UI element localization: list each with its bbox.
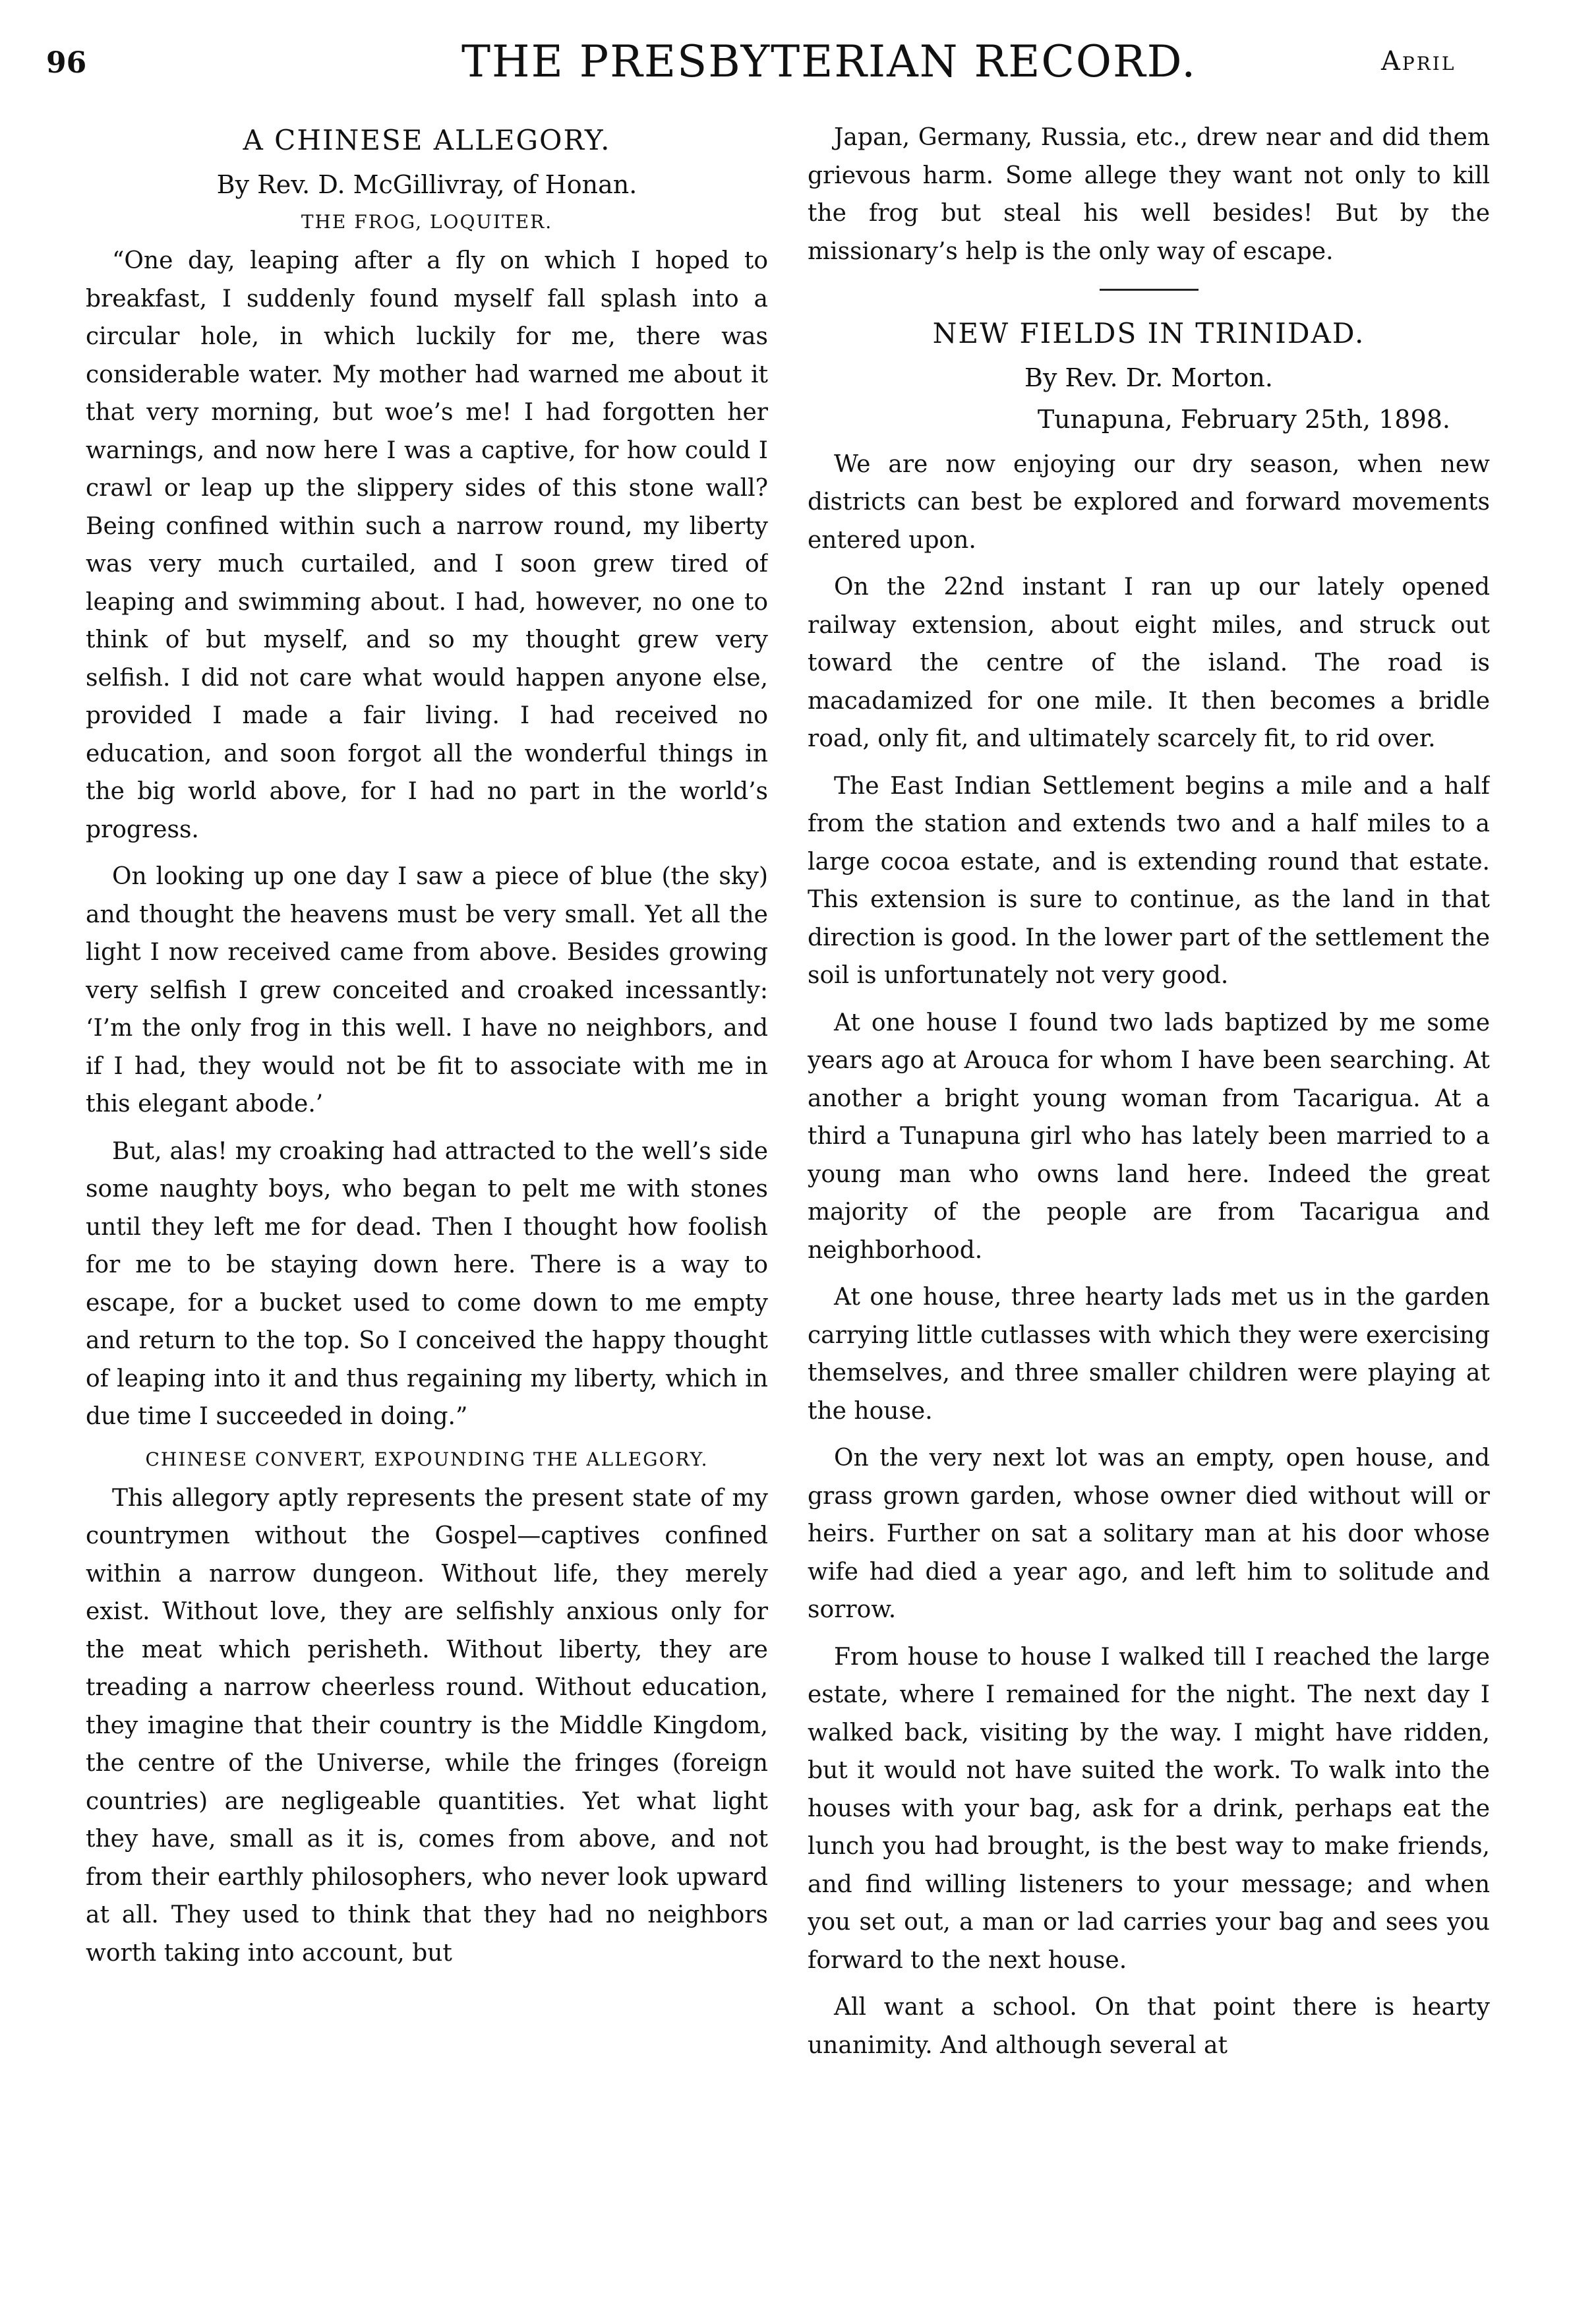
subhead-frog-loquiter: THE FROG, LOQUITER. [301, 211, 553, 233]
article-title-trinidad: NEW FIELDS IN TRINIDAD. [932, 317, 1365, 349]
paragraph: This allegory aptly represents the present state of my countrymen without the Gospel—captives confined within a narrow dungeon. Without life, they merely exist. Without love, they are selfishly anxious only for the meat which perisheth. Without liberty, they are treading a narrow cheerless round. Without education, they imagine that their country is the Middle Kingdom, the centre of the Universe, while the fringes (foreign countries) are negligeable quantities. Yet what light they have, small as it is, comes from above, and not from their earthly philosophers, who never look upward at all. They used to think that they had no neighbors worth taking into account, but [86, 1484, 768, 1967]
page-number: 96 [46, 46, 87, 80]
paragraph: At one house I found two lads baptized by me some years ago at Arouca for whom I have been searching. At another a bright young woman from Tacarigua. At a third a Tunapuna girl who has lately been married to a young man who owns land here. Indeed the great majority of the people are from Tacarigua and neighborhood. [808, 1009, 1490, 1264]
paragraph: All want a school. On that point there is hearty unanimity. And although several at [808, 1994, 1490, 2059]
dateline: Tunapuna, February 25th, 1898. [1037, 405, 1450, 434]
byline-morton: By Rev. Dr. Morton. [1024, 363, 1273, 392]
paragraph: “One day, leaping after a fly on which I hoped to breakfast, I suddenly found myself fall splash into a circular hole, in which luckily for me, there was considerable water. My mother had warned me about it that very morning, but woe’s me! I had forgotten her warnings, and now here I was a captive, for how could I crawl or leap up the slippery sides of this stone wall? Being confined within such a narrow round, my liberty was very much curtailed, and I soon grew tired of leaping and swimming about. I had, however, no one to think of but myself, and so my thought grew very selfish. I did not care what would happen anyone else, provided I made a fair living. I had received no education, and soon forgot all the wonderful things in the big world above, for I had no part in the world’s progress. [86, 247, 768, 843]
journal-title: THE PRESBYTERIAN RECORD. [461, 36, 1197, 87]
continued-paragraph: Japan, Germany, Russia, etc., drew near and did them grievous harm. Some allege they want not only to kill the frog but steal his well besides! But by the missionary’s help is the only way of escape. [808, 124, 1490, 265]
paragraph: The East Indian Settlement begins a mile and a half from the station and extends two and a half miles to a large cocoa estate, and is extending round that estate. This extension is sure to continue, as the land in that direction is good. In the lower part of the settlement the soil is unfortunately not very good. [808, 772, 1490, 989]
paragraph: On the very next lot was an empty, open house, and grass grown garden, whose owner died without will or heirs. Further on sat a solitary man at his door whose wife had died a year ago, and left him to solitude and sorrow. [808, 1445, 1490, 1623]
subhead-convert-expounding: CHINESE CONVERT, EXPOUNDING THE ALLEGORY. [145, 1448, 709, 1470]
paragraph: We are now enjoying our dry season, when new districts can best be explored and forward movements entered upon. [808, 450, 1490, 554]
left-column [86, 119, 768, 2268]
byline-mcgillivray: By Rev. D. McGillivray, of Honan. [216, 169, 637, 199]
section-divider [1100, 289, 1199, 291]
page-header [0, 0, 1569, 99]
right-column [808, 119, 1490, 2268]
issue-month: April [1381, 46, 1456, 76]
paragraph: At one house, three hearty lads met us in the garden carrying little cutlasses with which they were exercising themselves, and three smaller children were playing at the house. [808, 1284, 1490, 1425]
paragraph: From house to house I walked till I reached the large estate, where I remained for the night. The next day I walked back, visiting by the way. I might have ridden, but it would not have suited the work. To walk into the houses with your bag, ask for a drink, perhaps eat the lunch you had brought, is the best way to make friends, and find willing listeners to your message; and when you set out, a man or lad carries your bag and sees you forward to the next house. [808, 1643, 1490, 1974]
paragraph: On looking up one day I saw a piece of blue (the sky) and thought the heavens must be very small. Yet all the light I now received came from above. Besides growing very selfish I grew conceited and croaked incessantly: ‘I’m the only frog in this well. I have no neighbors, and if I had, they would not be fit to associate with me in this elegant abode.’ [86, 863, 768, 1117]
paragraph: On the 22nd instant I ran up our lately opened railway extension, about eight miles, and struck out toward the centre of the island. The road is macadamized for one mile. It then becomes a bridle road, only fit, and ultimately scarcely fit, to rid over. [808, 574, 1490, 752]
paragraph: But, alas! my croaking had attracted to the well’s side some naughty boys, who began to pelt me with stones until they left me for dead. Then I thought how foolish for me to be staying down here. There is a way to escape, for a bucket used to come down to me empty and return to the top. So I conceived the happy thought of leaping into it and thus regaining my liberty, which in due time I succeeded in doing.” [86, 1137, 768, 1430]
article-title-allegory: A CHINESE ALLEGORY. [243, 124, 611, 156]
